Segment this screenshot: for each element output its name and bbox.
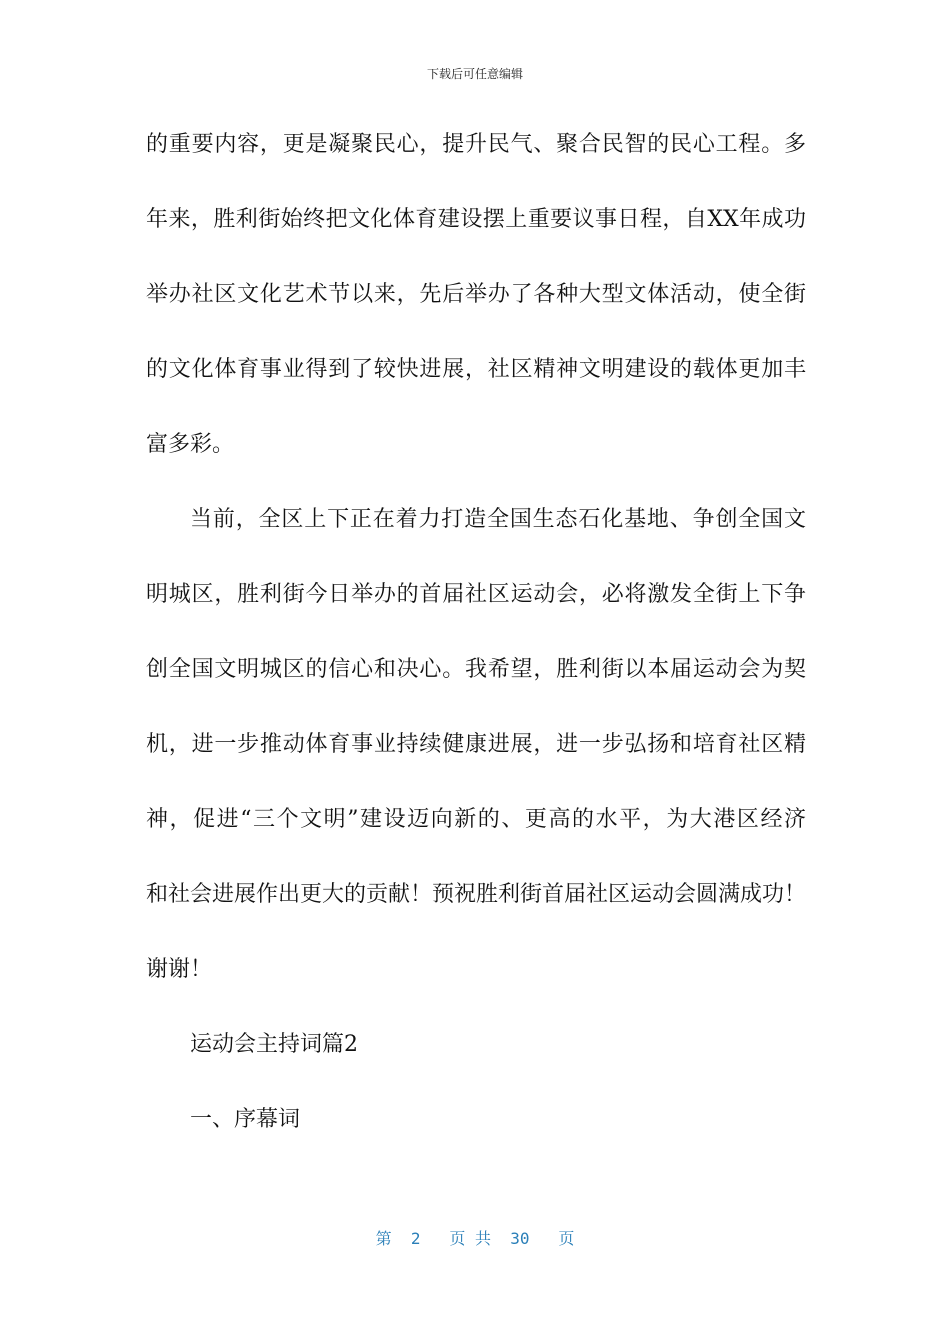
body-line-8: 创全国文明城区的信心和决心。我希望，胜利街以本届运动会为契 [146, 657, 806, 682]
body-line-1: 的重要内容，更是凝聚民心，提升民气、聚合民智的民心工程。多 [146, 132, 806, 157]
body-line-11: 和社会进展作出更大的贡献！预祝胜利街首届社区运动会圆满成功！ [146, 882, 806, 907]
body-line-12: 谢谢！ [146, 957, 213, 982]
body-line-2: 年来，胜利街始终把文化体育建设摆上重要议事日程，自XX年成功 [146, 207, 806, 232]
page-number-footer: 第 2 页 共 30 页 [375, 1229, 575, 1248]
body-line-9: 机，进一步推动体育事业持续健康进展，进一步弘扬和培育社区精 [146, 732, 806, 757]
body-line-5: 富多彩。 [146, 432, 235, 457]
body-line-10: 神，促进“三个文明”建设迈向新的、更高的水平，为大港区经济 [146, 807, 806, 832]
body-line-4: 的文化体育事业得到了较快进展，社区精神文明建设的载体更加丰 [146, 357, 806, 382]
document-body [146, 126, 806, 1176]
section-heading: 运动会主持词篇2 [190, 1032, 358, 1057]
body-line-6: 当前，全区上下正在着力打造全国生态石化基地、争创全国文 [190, 507, 806, 532]
body-line-3: 举办社区文化艺术节以来，先后举办了各种大型文体活动，使全街 [146, 282, 806, 307]
body-line-7: 明城区，胜利街今日举办的首届社区运动会，必将激发全街上下争 [146, 582, 806, 607]
subsection-heading: 一、序幕词 [190, 1107, 301, 1132]
page-header: 下载后可任意编辑 [426, 67, 523, 81]
